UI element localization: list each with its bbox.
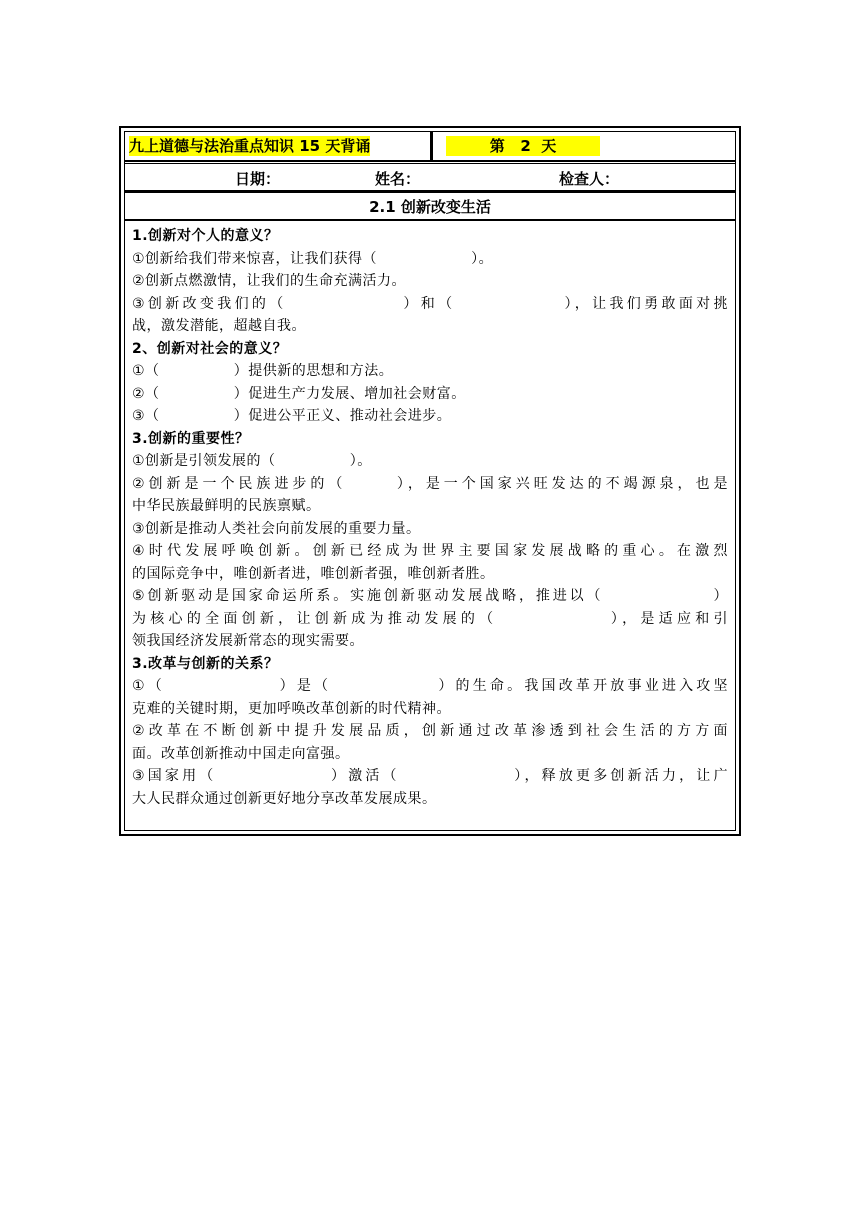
content-line: ②（ ）促进生产力发展、增加社会财富。 bbox=[132, 385, 466, 402]
content-line: ②改革在不断创新中提升发展品质，创新通过改革渗透到社会生活的方方面 bbox=[132, 723, 728, 739]
content-line: ③创新是推动人类社会向前发展的重要力量。 bbox=[132, 520, 421, 537]
content-line: ⑤创新驱动是国家命运所系。实施创新驱动发展战略，推进以（ ） bbox=[132, 588, 728, 604]
content-line: ①创新是引领发展的（ ）。 bbox=[132, 453, 372, 469]
content-line: ③（ ）促进公平正义、推动社会进步。 bbox=[132, 408, 452, 424]
header-row bbox=[125, 132, 735, 162]
header-divider bbox=[430, 132, 433, 160]
content-line: 战，激发潜能，超越自我。 bbox=[132, 318, 306, 334]
content-line: 为核心的全面创新，让创新成为推动发展的（ ），是适应和引 bbox=[132, 610, 728, 627]
content-line: ③创新改变我们的（ ）和（ ），让我们勇敢面对挑 bbox=[132, 295, 728, 312]
content-body bbox=[132, 225, 728, 810]
content-line: ①（ ）提供新的思想和方法。 bbox=[132, 363, 394, 379]
day-label: 第 2 天 bbox=[446, 136, 601, 156]
content-line: 面。改革创新推动中国走向富强。 bbox=[132, 745, 350, 762]
content-line: 克难的关键时期，更加呼唤改革创新的时代精神。 bbox=[132, 700, 451, 717]
content-line: 的国际竞争中，唯创新者进，唯创新者强，唯创新者胜。 bbox=[132, 565, 495, 582]
section-title-row bbox=[125, 192, 735, 221]
worksheet-title-text: 九上道德与法治重点知识 15 天背诵 bbox=[129, 137, 371, 155]
question-heading: 3.创新的重要性？ bbox=[132, 430, 250, 447]
question-heading: 1.创新对个人的意义？ bbox=[132, 228, 279, 244]
content-line: ③国家用（ ）激活（ ），释放更多创新活力，让广 bbox=[132, 768, 728, 784]
worksheet-title bbox=[129, 136, 370, 156]
worksheet-inner-border bbox=[124, 131, 736, 831]
day-cell bbox=[439, 136, 607, 156]
question-heading: 3.改革与创新的关系？ bbox=[132, 655, 279, 672]
content-line: 领我国经济发展新常态的现实需要。 bbox=[132, 633, 364, 649]
question-heading: 2、创新对社会的意义？ bbox=[132, 340, 288, 357]
content-line: 中华民族最鲜明的民族禀赋。 bbox=[132, 498, 321, 514]
section-title: 2.1 创新改变生活 bbox=[369, 198, 491, 216]
worksheet-table bbox=[119, 126, 741, 836]
content-line: ④时代发展呼唤创新。创新已经成为世界主要国家发展战略的重心。在激烈 bbox=[132, 543, 728, 559]
checker-label: 检查人： bbox=[559, 170, 620, 188]
content-line: 大人民群众通过创新更好地分享改革发展成果。 bbox=[132, 790, 437, 807]
name-label: 姓名： bbox=[375, 170, 421, 188]
meta-row bbox=[125, 163, 735, 192]
date-label: 日期： bbox=[235, 170, 281, 188]
content-line: ①创新给我们带来惊喜，让我们获得（ ）。 bbox=[132, 250, 494, 267]
content-line: ②创新点燃激情，让我们的生命充满活力。 bbox=[132, 273, 407, 289]
content-line: ①（ ）是（ ）的生命。我国改革开放事业进入攻坚 bbox=[132, 678, 728, 694]
content-line: ②创新是一个民族进步的（ ），是一个国家兴旺发达的不竭源泉，也是 bbox=[132, 475, 728, 492]
